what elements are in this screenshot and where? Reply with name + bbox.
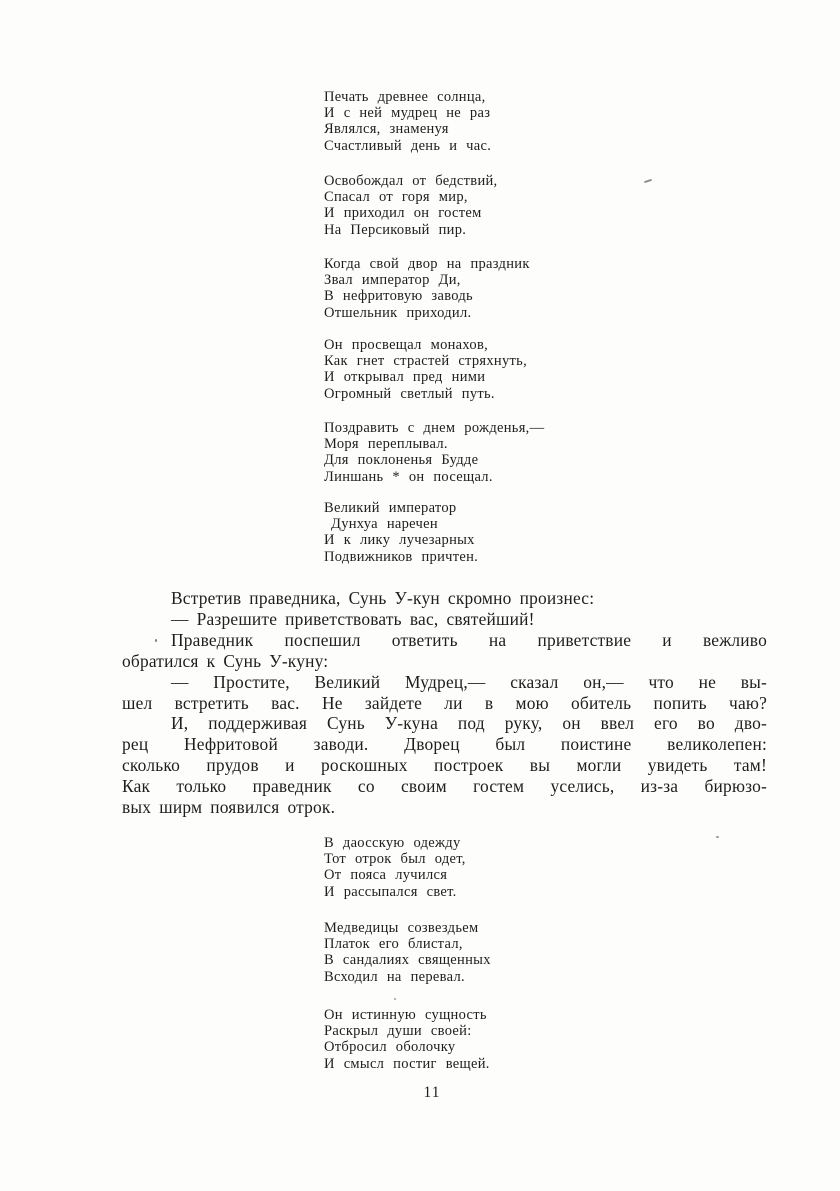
verse-line: Когда свой двор на праздник bbox=[324, 256, 530, 272]
verse-line: В сандалиях священных bbox=[324, 952, 491, 969]
verse-line: Великий император bbox=[324, 500, 457, 516]
verse-line: Дунхуа наречен bbox=[331, 516, 438, 533]
prose-line: И, поддерживая Сунь У-куна под руку, он ввел его во дво- bbox=[171, 713, 767, 734]
poem-stanza-8 bbox=[324, 920, 491, 985]
scan-speck bbox=[394, 998, 396, 1000]
verse-line: Спасал от горя мир, bbox=[324, 189, 468, 206]
verse-line: И смысл постиг вещей. bbox=[324, 1055, 490, 1072]
verse-line: Для поклоненья Будде bbox=[324, 452, 479, 469]
scan-speck bbox=[716, 836, 719, 838]
poem-stanza-3 bbox=[324, 256, 530, 321]
verse-line: Платок его блистал, bbox=[324, 936, 463, 953]
scan-speck bbox=[644, 179, 652, 183]
verse-line: Медведицы созвездьем bbox=[324, 920, 479, 936]
poem-stanza-4 bbox=[324, 337, 527, 402]
scan-speck bbox=[155, 639, 157, 642]
verse-line: Печать древнее солнца, bbox=[324, 89, 486, 105]
verse-line: Огромный светлый путь. bbox=[324, 385, 495, 402]
verse-line: Отшельник приходил. bbox=[324, 304, 472, 321]
verse-line: Подвижников причтен. bbox=[324, 548, 479, 565]
verse-line: Являлся, знаменуя bbox=[324, 121, 449, 138]
prose-block bbox=[122, 588, 767, 818]
prose-line: шел встретить вас. Не зайдете ли в мою обитель попить чаю? bbox=[122, 692, 767, 713]
verse-line: В даосскую одежду bbox=[324, 835, 461, 851]
verse-line: Счастливый день и час. bbox=[324, 137, 492, 154]
page-number: 11 bbox=[423, 1084, 441, 1101]
verse-line: Моря переплывал. bbox=[324, 436, 448, 453]
verse-line: На Персиковый пир. bbox=[324, 221, 467, 238]
verse-line: Тот отрок был одет, bbox=[324, 851, 466, 868]
verse-line: Звал император Ди, bbox=[324, 272, 461, 289]
prose-line: рец Нефритовой заводи. Дворец был поистине великолепен: bbox=[122, 734, 767, 755]
verse-line: В нефритовую заводь bbox=[324, 288, 473, 305]
verse-line: От пояса лучился bbox=[324, 867, 448, 884]
prose-line: — Простите, Великий Мудрец,— сказал он,— что не вы- bbox=[171, 671, 767, 692]
poem-stanza-7 bbox=[324, 835, 466, 900]
prose-line: сколько прудов и роскошных построек вы могли увидеть там! bbox=[122, 755, 767, 776]
prose-line: Праведник поспешил ответить на приветствие и вежливо bbox=[171, 629, 767, 650]
prose-line: — Разрешите приветствовать вас, святейший! bbox=[171, 608, 535, 629]
verse-line: Отбросил оболочку bbox=[324, 1039, 456, 1056]
poem-stanza-5 bbox=[324, 420, 544, 485]
prose-line: вых ширм появился отрок. bbox=[122, 797, 336, 818]
poem-stanza-6 bbox=[324, 500, 478, 565]
poem-stanza-9 bbox=[324, 1007, 490, 1072]
verse-line: И рассыпался свет. bbox=[324, 883, 457, 900]
verse-line: Он истинную сущность bbox=[324, 1007, 487, 1023]
verse-line: Линшань * он посещал. bbox=[324, 468, 493, 485]
prose-line: Встретив праведника, Сунь У-кун скромно произнес: bbox=[171, 588, 595, 608]
verse-line: И приходил он гостем bbox=[324, 205, 482, 222]
verse-line: Он просвещал монахов, bbox=[324, 337, 489, 353]
verse-line: Как гнет страстей стряхнуть, bbox=[324, 353, 528, 370]
verse-line: И к лику лучезарных bbox=[324, 532, 475, 549]
prose-line: Как только праведник со своим гостем уселись, из-за бирюзо- bbox=[122, 776, 767, 797]
prose-line: обратился к Сунь У-куну: bbox=[122, 650, 329, 671]
verse-line: Раскрыл души своей: bbox=[324, 1023, 472, 1040]
poem-stanza-1 bbox=[324, 89, 491, 154]
verse-line: И с ней мудрец не раз bbox=[324, 105, 491, 122]
verse-line: И открывал пред ними bbox=[324, 369, 486, 386]
verse-line: Освобождал от бедствий, bbox=[324, 173, 498, 189]
verse-line: Поздравить с днем рожденья,— bbox=[324, 420, 545, 436]
verse-line: Всходил на перевал. bbox=[324, 968, 465, 985]
poem-stanza-2 bbox=[324, 173, 497, 238]
